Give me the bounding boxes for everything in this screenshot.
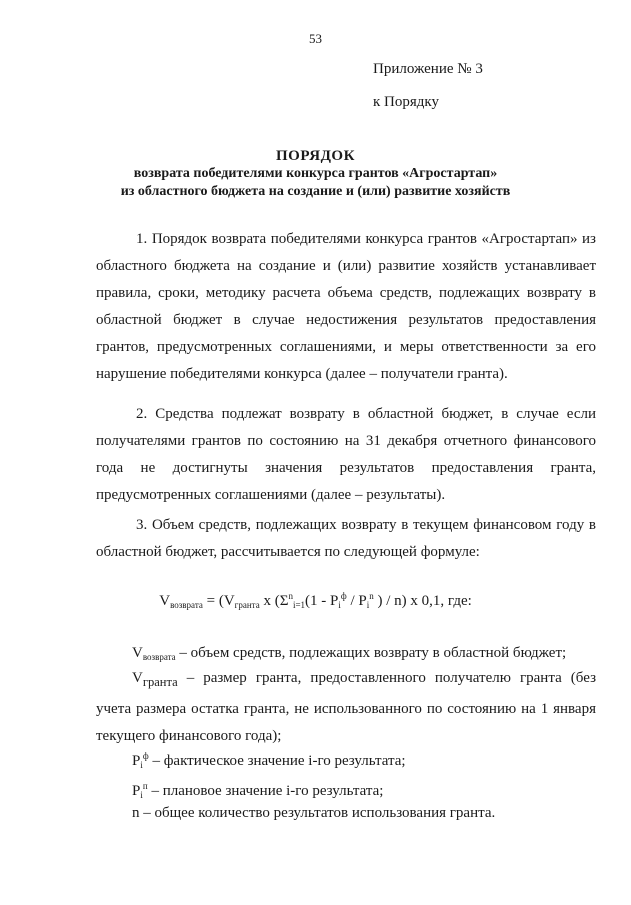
formula-pn-sup: n [369, 591, 374, 601]
formula-grant-sub: гранта [234, 600, 260, 610]
definition-subscript: i [140, 790, 143, 800]
definition-text: – размер гранта, предоставленного получателю гранта (без учета размера остатка гранта, не использованного по состоянию на 1 января текущего финансового года); [96, 670, 596, 744]
definition-subscript: возврата [142, 652, 176, 662]
formula-sigma-sub: i=1 [292, 600, 306, 610]
definition-superscript: п [142, 781, 148, 791]
formula-pn-sub: i [366, 600, 370, 610]
return-formula [0, 591, 631, 610]
document-subtitle-line-2: из областного бюджета на создание и (или) развитие хозяйств [120, 184, 511, 199]
definition-text: – объем средств, подлежащих возврату в областной бюджет; [175, 645, 567, 661]
paragraph-1: 1. Порядок возврата победителями конкурса грантов «Агростартап» из областного бюджета на создание и (или) развитие хозяйств устанавливает правила, сроки, методику расчета объема средств, подлежащих возврату в областной бюджет в случае недостижения результатов предоставления грантов, предусмотренных соглашениями, и меры ответственности за его нарушение победителями конкурса (далее – получатели гранта). [96, 231, 596, 382]
formula-eq: = (V [202, 593, 235, 609]
definition-n: n – общее количество результатов использования гранта. [132, 805, 496, 821]
formula-slash: / P [346, 593, 367, 609]
paragraph-2: 2. Средства подлежат возврату в областной бюджет, в случае если получателями грантов по состоянию на 31 декабря отчетного финансового года не достигнуты значения результатов предоставления гранта, предусмотренных соглашениями (далее – результаты). [96, 406, 596, 503]
formula-pi-sup: ф [340, 591, 347, 601]
definition-text: – фактическое значение i-го результата; [148, 753, 406, 769]
paragraph-3: 3. Объем средств, подлежащих возврату в текущем финансовом году в областной бюджет, рассчитывается по следующей формуле: [96, 517, 596, 560]
formula-pi-sub: i [338, 600, 341, 610]
definition-subscript: i [140, 760, 143, 770]
formula-one-minus: (1 - P [305, 593, 339, 609]
document-subtitle-line-1: возврата победителями конкурса грантов «Агростартап» [133, 166, 498, 181]
formula-x-sigma: x (Σ [259, 593, 289, 609]
annex-label: Приложение № 3 [373, 61, 483, 77]
definition-superscript: ф [142, 751, 149, 761]
annex-reference: к Порядку [373, 94, 439, 110]
definition-symbol: V [132, 645, 143, 661]
formula-tail: ) / n) x 0,1, где: [373, 593, 472, 609]
definition-text: – плановое значение i-го результата; [147, 783, 384, 799]
definition-v-grant [96, 665, 596, 750]
definition-symbol: P [132, 753, 141, 769]
definition-symbol: V [132, 670, 143, 686]
page-number: 53 [309, 31, 322, 46]
formula-v: V [159, 593, 171, 609]
definition-subscript: гранта [142, 675, 178, 689]
document-title: ПОРЯДОК [276, 148, 355, 164]
definition-symbol: P [132, 783, 141, 799]
formula-sigma-sup: n [288, 591, 293, 601]
formula-v-sub: возврата [170, 600, 203, 610]
